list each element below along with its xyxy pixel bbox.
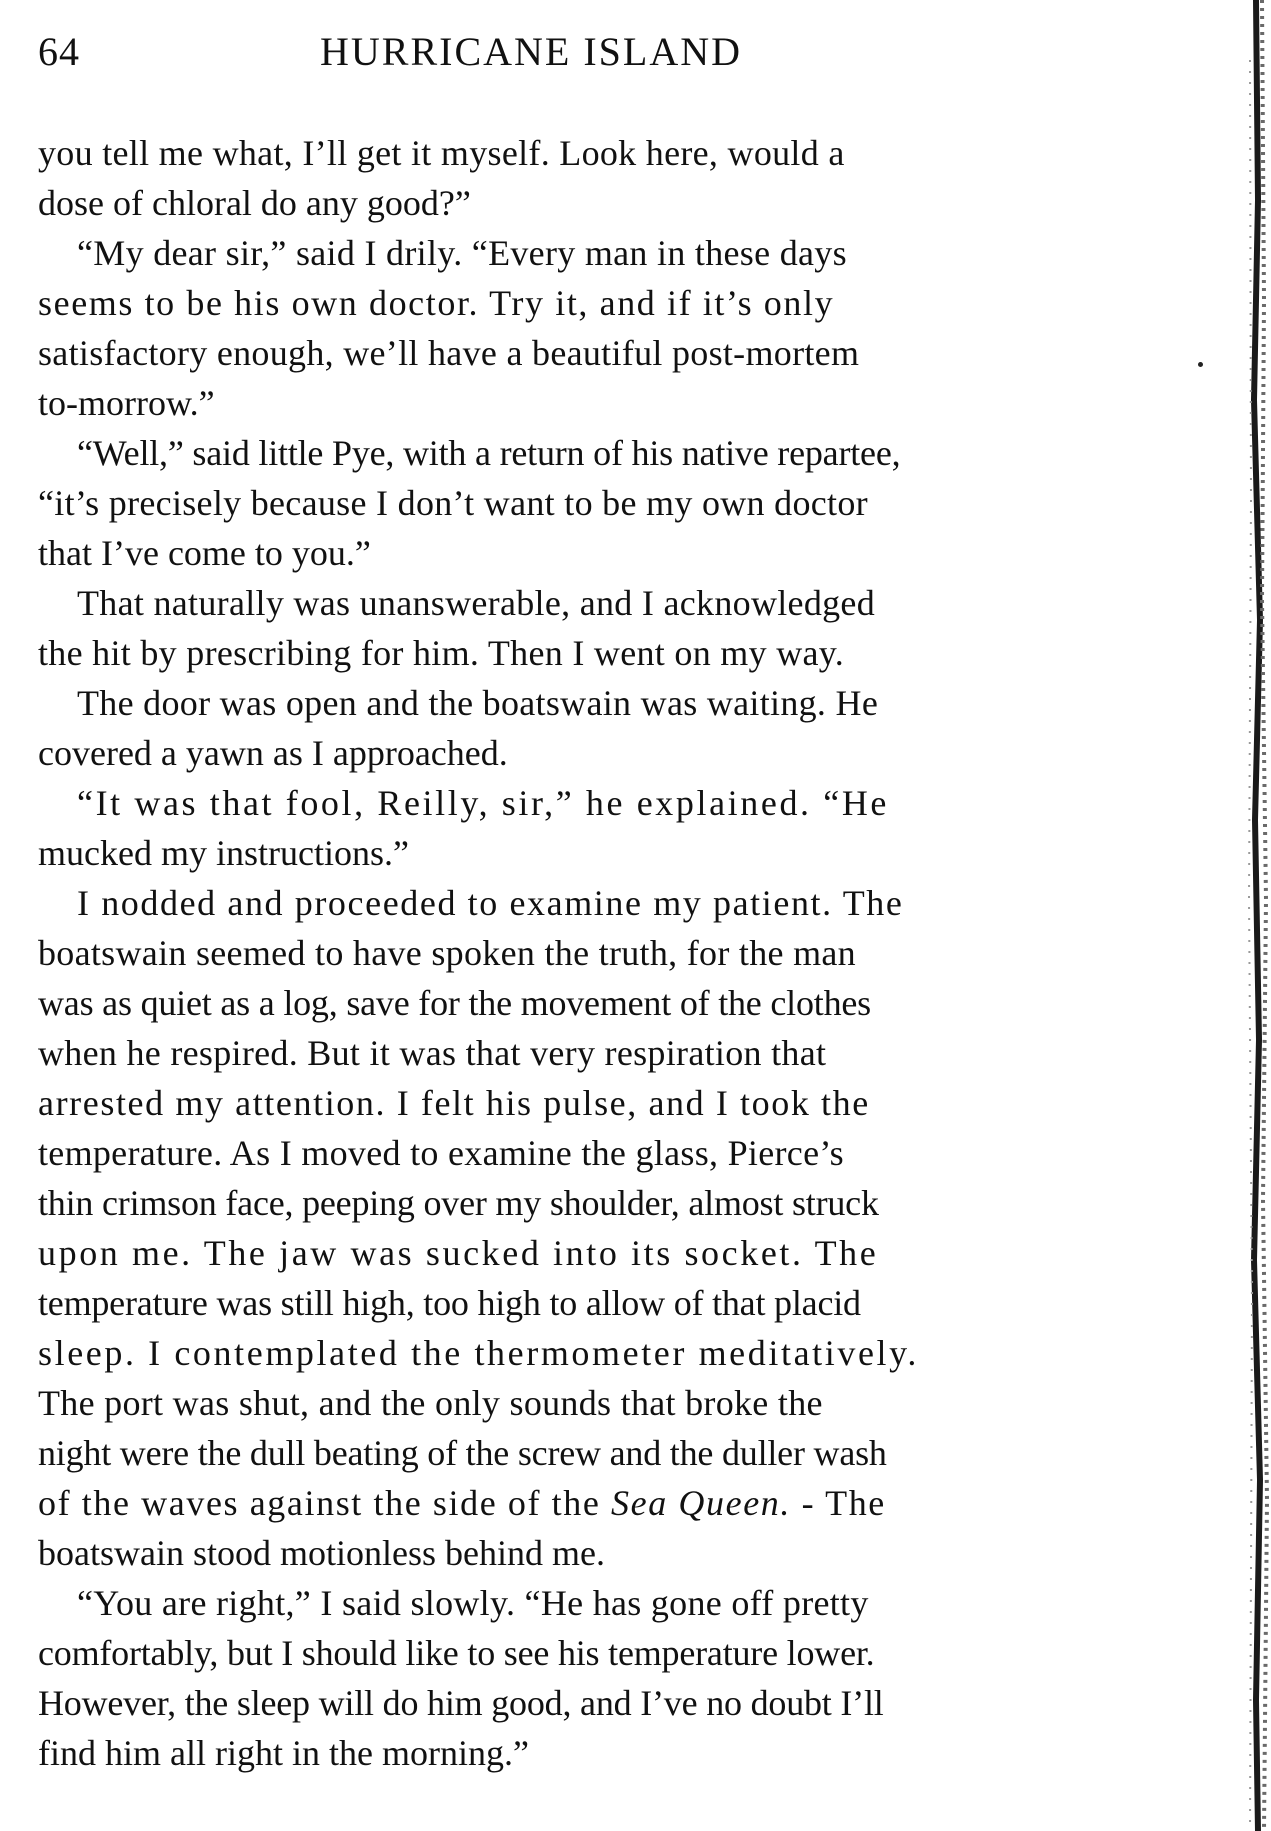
text-line: find him all right in the morning.” <box>38 1733 529 1773</box>
text-line: that I’ve come to you.” <box>38 533 371 573</box>
text-line: boatswain seemed to have spoken the truth, for the man <box>38 933 856 973</box>
text-line: you tell me what, I’ll get it myself. Look here, would a <box>38 133 845 173</box>
text-segment: - The <box>790 1483 886 1523</box>
body-text <box>38 128 1042 1778</box>
text-line: “it’s precisely because I don’t want to be my own doctor <box>38 483 868 523</box>
text-segment: of the waves against the side of the <box>38 1483 612 1523</box>
text-line: arrested my attention. I felt his pulse, and I took the <box>38 1083 870 1123</box>
italic-text: Sea Queen. <box>611 1483 791 1523</box>
text-line: comfortably, but I should like to see his temperature lower. <box>38 1633 875 1673</box>
running-head <box>38 24 1038 84</box>
text-line: “You are right,” I said slowly. “He has gone off pretty <box>77 1583 869 1623</box>
text-line: seems to be his own doctor. Try it, and if it’s only <box>38 283 835 323</box>
page-binding-edge <box>1236 0 1271 1831</box>
text-line: mucked my instructions.” <box>38 833 409 873</box>
text-line: when he respired. But it was that very respiration that <box>38 1033 827 1073</box>
text-line: The door was open and the boatswain was waiting. He <box>77 683 879 723</box>
text-line: temperature was still high, too high to allow of that placid <box>38 1283 861 1323</box>
text-line: to-morrow.” <box>38 383 215 423</box>
text-line: “My dear sir,” said I drily. “Every man in these days <box>77 233 847 273</box>
page-number: 64 <box>38 29 80 74</box>
text-line: The port was shut, and the only sounds that broke the <box>38 1383 823 1423</box>
print-speck <box>1198 362 1203 367</box>
text-line: the hit by prescribing for him. Then I went on my way. <box>38 633 845 673</box>
text-line: I nodded and proceeded to examine my patient. The <box>77 883 904 923</box>
text-line: was as quiet as a log, save for the movement of the clothes <box>38 983 871 1023</box>
text-line: “It was that fool, Reilly, sir,” he explained. “He <box>77 783 889 823</box>
text-line: covered a yawn as I approached. <box>38 733 508 773</box>
text-line: thin crimson face, peeping over my shoulder, almost struck <box>38 1183 879 1223</box>
text-line: “Well,” said little Pye, with a return of his native repartee, <box>77 433 901 473</box>
text-line: dose of chloral do any good?” <box>38 183 471 223</box>
text-line: upon me. The jaw was sucked into its socket. The <box>38 1233 879 1273</box>
text-line: However, the sleep will do him good, and I’ve no doubt I’ll <box>38 1683 884 1723</box>
text-line: night were the dull beating of the screw and the duller wash <box>38 1433 887 1473</box>
text-line: temperature. As I moved to examine the glass, Pierce’s <box>38 1133 844 1173</box>
text-line: That naturally was unanswerable, and I acknowledged <box>77 583 876 623</box>
text-line <box>38 1478 1042 1528</box>
text-line: boatswain stood motionless behind me. <box>38 1533 605 1573</box>
text-line: satisfactory enough, we’ll have a beautiful post-mortem <box>38 333 860 373</box>
running-title: HURRICANE ISLAND <box>320 29 742 74</box>
text-line: sleep. I contemplated the thermometer meditatively. <box>38 1333 919 1373</box>
